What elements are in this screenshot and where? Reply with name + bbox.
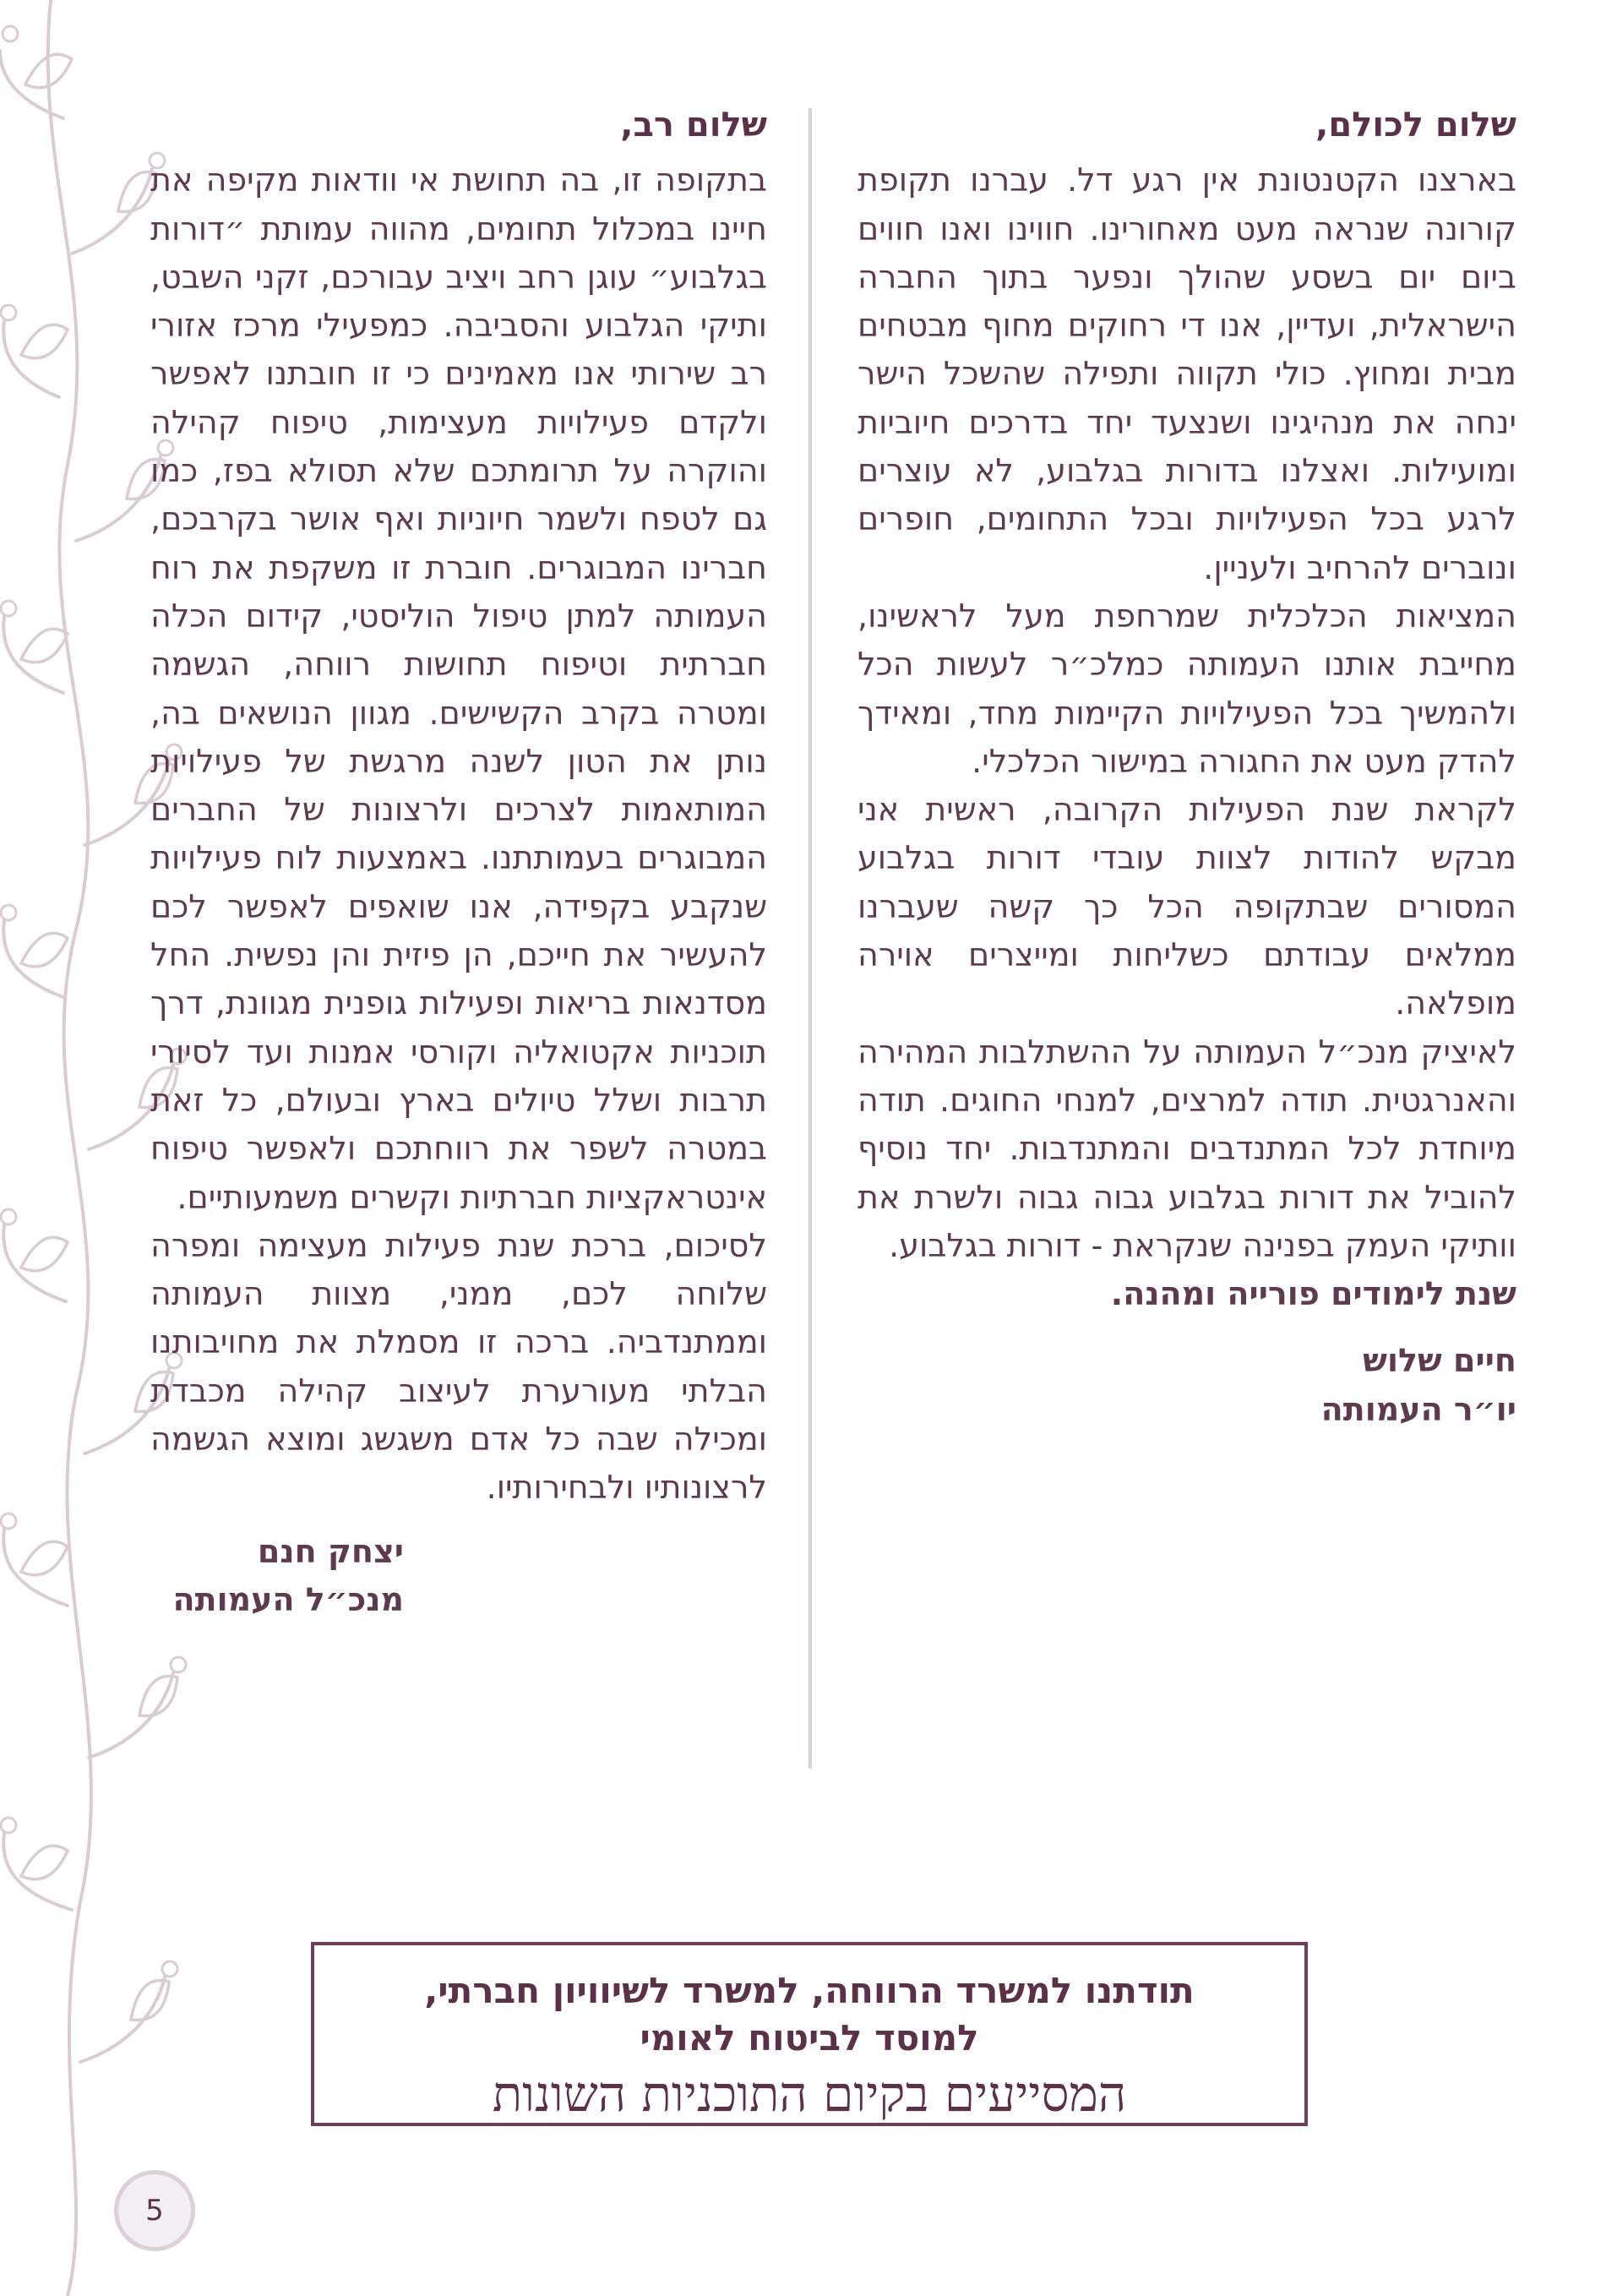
- chairman-letter: [858, 101, 1516, 1434]
- chairman-closing: שנת לימודים פורייה ומהנה.: [1110, 1275, 1516, 1313]
- ceo-paragraph-2: לסיכום, ברכת שנת פעילות מעצימה ומפרה שלוחה לכם, ממני, מצוות העמותה וממתנדביה. ברכה זו מסמלת את מחויבותנו הבלתי מעורערת לעיצוב קהילה מכבדת ומכילה שבה כל אדם משגשג ומוצא הגשמה לרצונותיו ולבחירותיו.: [150, 1226, 767, 1507]
- ceo-name: יצחק חנם: [257, 1532, 404, 1570]
- chairman-paragraph-1: בארצנו הקטנטונת אין רגע דל. עברנו תקופת קורונה שנראה מעט מאחורינו. חווינו ואנו חווים ביום יום בשסע שהולך ונפער בתוך החברה הישראלית, ועדיין, אנו די רחוקים מחוף מבטחים מבית ומחוץ. כולי תקווה ותפילה שהשכל הישר ינחה את מנהיגינו ושנצעד יחד בדרכים חיוביות ומועילות. ואצלנו בדורות בגלבוע, לא עוצרים לרגע בכל הפעילויות ובכל התחומים, חופרים ונוברים להרחיב ולעניין.: [858, 161, 1516, 586]
- ceo-paragraph-1: בתקופה זו, בה תחושת אי וודאות מקיפה את חיינו במכלול תחומים, מהווה עמותת ״דורות בגלבוע״ עוגן רחב ויציב עבורכם, זקני השבט, ותיקי הגלבוע והסביבה. כמפעילי מרכז אזורי רב שירותי אנו מאמינים כי זו חובתנו לאפשר ולקדם פעילויות מעצימות, טיפוח קהילה והוקרה על תרומתכם שלא תסולא בפז, כמו גם לטפח ולשמר חיוניות ואף אושר בקרבכם, חברינו המבוגרים. חוברת זו משקפת את רוח העמותה למתן טיפול הוליסטי, קידום הכלה חברתית וטיפוח תחושות רווחה, הגשמה ומטרה בקרב הקשישים. מגוון הנושאים בה, נותן את הטון לשנה מרגשת של פעילויות המותאמות לצרכים ולרצונות של החברים המבוגרים בעמותתנו. באמצעות לוח פעילויות שנקבע בקפידה, אנו שואפים לאפשר לכם להעשיר את חייכם, הן פיזית והן נפשית. החל מסדנאות בריאות ופעילות גופנית מגוונת, דרך תוכניות אקטואליה וקורסי אמנות ועד לסיורי תרבות ושלל טיולים בארץ ובעולם, כל זאת במטרה לשפר את רווחתכם ולאפשר טיפוח אינטראקציות חברתיות וקשרים משמעותיים.: [150, 161, 767, 1216]
- thanks-box: [311, 1942, 1308, 2126]
- thanks-line-1: תודתנו למשרד הרווחה, למשרד לשיוויון חברתי,: [424, 1970, 1195, 2011]
- thanks-line-2: למוסד לביטוח לאומי: [640, 2017, 979, 2059]
- ceo-greeting: שלום רב,: [620, 106, 767, 145]
- chairman-signature: [858, 1337, 1516, 1434]
- ceo-signature: [150, 1528, 767, 1625]
- page-number: 5: [114, 2170, 195, 2251]
- column-divider: [808, 108, 812, 1769]
- chairman-title: יו״ר העמותה: [1320, 1390, 1516, 1428]
- chairman-paragraph-2: המציאות הכלכלית שמרחפת מעל לראשינו, מחייבת אותנו העמותה כמלכ״ר לעשות הכל ולהמשיך בכל הפעילויות הקיימות מחד, ומאידך להדק מעט את החגורה במישור הכלכלי.: [858, 597, 1516, 780]
- chairman-paragraph-3: לקראת שנת הפעילות הקרובה, ראשית אני מבקש להודות לצוות עובדי דורות בגלבוע המסורים שבתקופה הכל כך קשה שעברנו ממלאים עבודתם כשליחות ומייצרים אוירה מופלאה.: [858, 791, 1516, 1023]
- chairman-greeting: שלום לכולם,: [1315, 106, 1516, 145]
- thanks-line-3: המסייעים בקיום התוכניות השונות: [492, 2065, 1127, 2123]
- chairman-name: חיים שלוש: [1363, 1342, 1516, 1380]
- ceo-letter: [150, 101, 767, 1624]
- chairman-paragraph-4: לאיציק מנכ״ל העמותה על ההשתלבות המהירה והאנרגטית. תודה למרצים, למנחי החוגים. תודה מיוחדת לכל המתנדבים והמתנדבות. יחד נוסיף להוביל את דורות בגלבוע גבוה גבוה ולשרת את וותיקי העמק בפנינה שנקראת - דורות בגלבוע.: [858, 1033, 1516, 1264]
- ceo-title: מנכ״ל העמותה: [172, 1580, 404, 1618]
